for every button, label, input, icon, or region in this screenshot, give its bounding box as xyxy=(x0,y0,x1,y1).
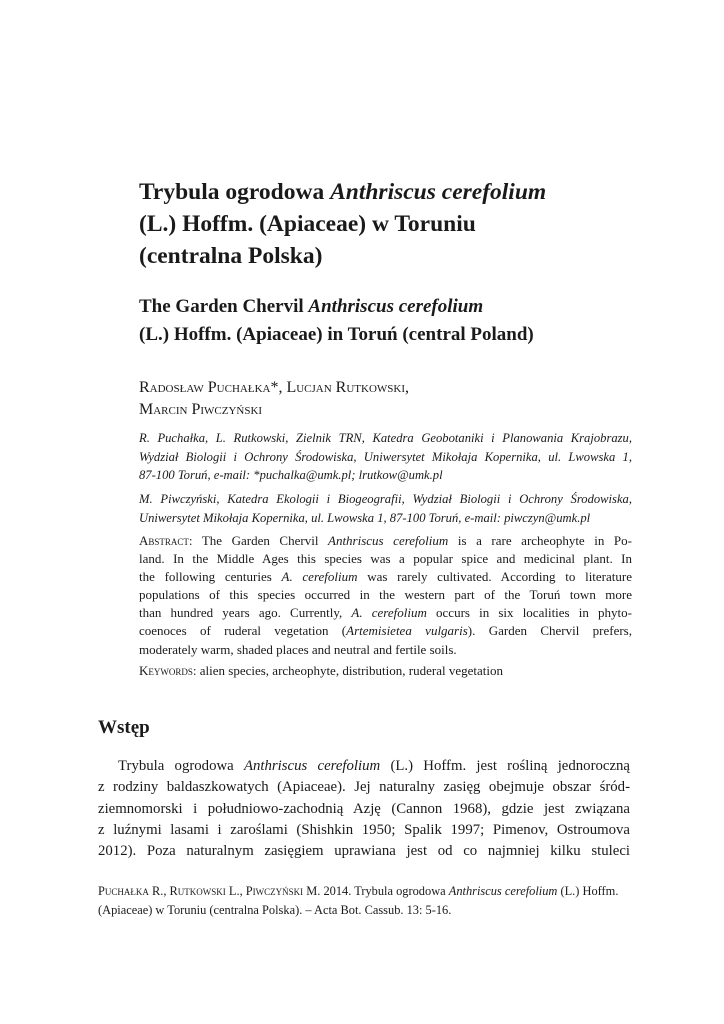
title-pl-line2: (L.) Hoffm. (Apiaceae) w Toruniu xyxy=(139,211,476,237)
title-polish xyxy=(139,176,659,272)
affiliation-2-line2: Uniwersytet Mikołaja Kopernika, ul. Lwowska 1, 87-100 Toruń, e-mail: piwczyn@umk.pl xyxy=(139,510,591,525)
body-line2: z rodziny baldaszkowatych (Apiaceae). Jej naturalny zasięg obejmuje obszar śród- xyxy=(98,779,630,796)
keywords-text: alien species, archeophyte, distribution, ruderal vegetation xyxy=(196,663,503,678)
keywords-label: Keywords: xyxy=(139,663,197,678)
body-paragraph xyxy=(98,756,630,862)
abstract-species: A. cerefolium xyxy=(281,569,358,585)
authors-line2: Marcin Piwczyński xyxy=(139,401,263,418)
abstract-vegetation: Artemisietea vulgaris xyxy=(346,623,468,639)
title-en-species: Anthriscus cerefolium xyxy=(308,296,484,317)
abstract-species: Anthriscus cerefolium xyxy=(328,533,449,548)
title-pl-line3: (centralna Polska) xyxy=(139,243,323,269)
abstract-line1 xyxy=(139,532,632,550)
affiliation-2 xyxy=(139,490,632,527)
citation-line2: (Apiaceae) w Toruniu (centralna Polska). – Acta Bot. Cassub. 13: 5-16. xyxy=(98,902,452,917)
affiliation-1 xyxy=(139,429,632,485)
citation xyxy=(98,882,643,919)
citation-species: Anthriscus cerefolium xyxy=(448,884,558,898)
citation-authors: Puchałka R., Rutkowski L., Piwczyński M. xyxy=(98,884,321,898)
abstract-text: occurs in six localities in phyto- xyxy=(426,605,632,621)
section-heading: Wstęp xyxy=(98,717,150,738)
abstract-text: The Garden Chervil xyxy=(192,533,328,548)
title-english xyxy=(139,293,659,349)
citation-text: 2014. Trybula ogrodowa xyxy=(320,884,449,898)
abstract-line4: populations of this species occurred in the western part of the Toruń town more xyxy=(139,587,632,603)
abstract-line5 xyxy=(139,604,632,622)
abstract-text: than hundred years ago. Currently, xyxy=(139,605,352,621)
body-line4: z luźnymi lasami i zaroślami (Shishkin 1950; Spalik 1997; Pimenov, Ostroumova xyxy=(98,821,630,838)
keywords xyxy=(139,662,632,680)
body-text: Trybula ogrodowa xyxy=(118,758,244,774)
affiliation-2-line1: M. Piwczyński, Katedra Ekologii i Biogeografii, Wydział Biologii i Ochrony Środowiska, xyxy=(139,492,632,506)
abstract-line2: land. In the Middle Ages this species was a popular spice and medicinal plant. In xyxy=(139,551,632,567)
author-list xyxy=(139,377,639,421)
abstract-line7: moderately warm, shaded places and neutral and fertile soils. xyxy=(139,641,457,657)
affiliation-1-line1: R. Puchałka, L. Rutkowski, Zielnik TRN, Katedra Geobotaniki i Planowania Krajobrazu, xyxy=(139,431,632,445)
abstract-species: A. cerefolium xyxy=(351,605,427,621)
body-line3: ziemnomorski i południowo-zachodnią Azję (Cannon 1968), gdzie jest związana xyxy=(98,800,630,817)
abstract-text: was rarely cultivated. According to literature xyxy=(357,569,632,585)
title-en-line2: (L.) Hoffm. (Apiaceae) in Toruń (central Poland) xyxy=(139,324,534,345)
body-text: (L.) Hoffm. jest rośliną jednoroczną xyxy=(380,758,630,774)
citation-text: (L.) Hoffm. xyxy=(557,884,619,898)
authors-line1: Radosław Puchałka*, Lucjan Rutkowski, xyxy=(139,379,410,396)
abstract-text: is a rare archeophyte in Po- xyxy=(448,533,632,548)
citation-line1 xyxy=(98,882,643,901)
body-line1 xyxy=(98,756,630,777)
abstract xyxy=(139,532,632,659)
body-species: Anthriscus cerefolium xyxy=(243,758,381,774)
abstract-label: Abstract: xyxy=(139,533,193,548)
abstract-text: ). Garden Chervil prefers, xyxy=(467,623,632,639)
abstract-line6 xyxy=(139,622,632,640)
title-pl-part1: Trybula ogrodowa xyxy=(139,179,331,205)
body-line5: 2012). Poza naturalnym zasięgiem uprawiana jest od co najmniej kilku stuleci xyxy=(98,843,630,860)
abstract-line3 xyxy=(139,568,632,586)
abstract-text: coenoces of ruderal vegetation ( xyxy=(139,623,347,639)
title-pl-species: Anthriscus cerefolium xyxy=(330,179,547,205)
title-en-part1: The Garden Chervil xyxy=(139,296,309,317)
affiliation-1-line2: Wydział Biologii i Ochrony Środowiska, Uniwersytet Mikołaja Kopernika, ul. Lwowska 1, xyxy=(139,449,632,464)
abstract-text: the following centuries xyxy=(139,569,282,585)
affiliation-1-line3: 87-100 Toruń, e-mail: *puchalka@umk.pl; lrutkow@umk.pl xyxy=(139,468,443,483)
